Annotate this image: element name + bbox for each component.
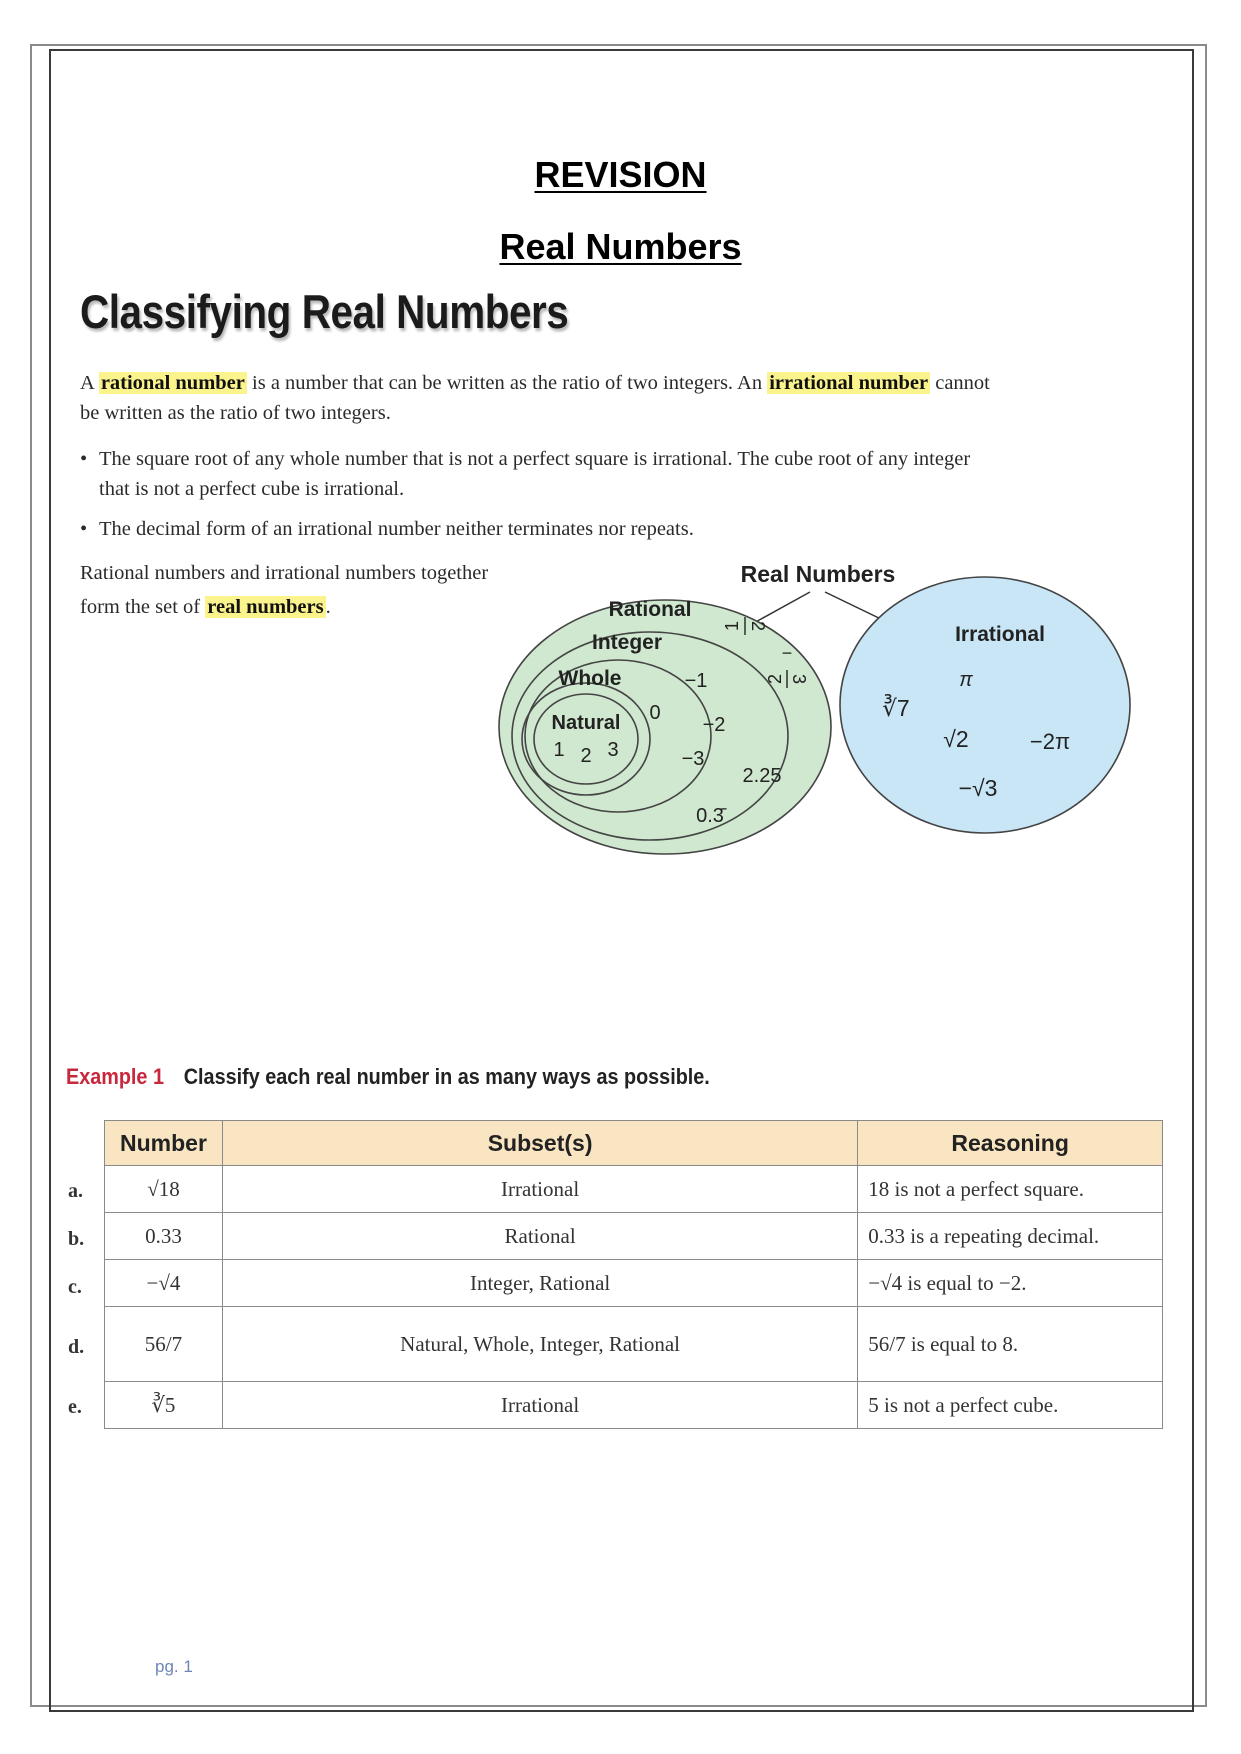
table-row xyxy=(105,1166,1163,1213)
page-heading: REVISION xyxy=(534,154,707,195)
rational-value: 2.25 xyxy=(742,765,782,787)
subsets-cell: Irrational xyxy=(222,1166,857,1213)
subsets-cell: Irrational xyxy=(222,1382,857,1429)
svg-text:−: − xyxy=(781,643,793,663)
page-number: pg. 1 xyxy=(155,1657,193,1676)
irrational-number-term: irrational number xyxy=(769,372,929,394)
reasoning-cell: 18 is not a perfect square. xyxy=(858,1166,1163,1213)
svg-text:2: 2 xyxy=(748,620,768,632)
reasoning-cell: 0.33 is a repeating decimal. xyxy=(858,1213,1163,1260)
irrational-value: ∛7 xyxy=(882,695,910,721)
bullet-item: • The decimal form of an irrational number neither terminates nor repeats. xyxy=(80,518,694,540)
table-header-row xyxy=(105,1121,1163,1166)
row-letter: e. xyxy=(68,1396,82,1418)
reasoning-cell: 56/7 is equal to 8. xyxy=(858,1307,1163,1382)
table-row xyxy=(105,1260,1163,1307)
number-cell: √18 xyxy=(105,1166,223,1213)
irrational-value: −2π xyxy=(1029,729,1071,754)
whole-label: Whole xyxy=(558,667,622,690)
number-cell: ∛5 xyxy=(105,1382,223,1429)
irrational-value: π xyxy=(959,669,973,691)
irrational-value: √2 xyxy=(943,726,969,752)
subsets-cell: Integer, Rational xyxy=(222,1260,857,1307)
integer-value: −1 xyxy=(684,670,708,692)
connector-line xyxy=(825,592,885,621)
row-letter: b. xyxy=(68,1228,85,1250)
integer-value: −2 xyxy=(702,714,726,736)
table-row xyxy=(105,1213,1163,1260)
table-row xyxy=(105,1307,1163,1382)
natural-label: Natural xyxy=(551,712,621,734)
example-instruction: Classify each real number in as many ways as possible. xyxy=(183,1064,710,1089)
natural-value: 3 xyxy=(607,739,619,761)
rational-value: 0.3̄ xyxy=(696,805,724,827)
bullet-item: • The square root of any whole number that is not a perfect square is irrational. The cube root of any integer that is not a perfect cube is irrational. xyxy=(80,448,971,500)
row-letter: c. xyxy=(68,1276,82,1298)
integer-label: Integer xyxy=(591,631,663,654)
column-header: Number xyxy=(105,1121,223,1166)
number-cell: 0.33 xyxy=(105,1213,223,1260)
number-cell: 56/7 xyxy=(105,1307,223,1382)
svg-text:3: 3 xyxy=(789,673,809,685)
irrational-value: −√3 xyxy=(958,775,998,801)
row-letter: a. xyxy=(68,1180,83,1202)
rational-set xyxy=(499,600,831,854)
rational-label: Rational xyxy=(608,598,692,621)
svg-text:1: 1 xyxy=(722,620,742,632)
subsets-cell: Natural, Whole, Integer, Rational xyxy=(222,1307,857,1382)
table-row xyxy=(105,1382,1163,1429)
whole-value: 0 xyxy=(649,702,661,724)
reasoning-cell: 5 is not a perfect cube. xyxy=(858,1382,1163,1429)
column-header: Reasoning xyxy=(858,1121,1163,1166)
real-numbers-term: real numbers xyxy=(207,596,324,618)
page-subheading: Real Numbers xyxy=(499,226,742,267)
natural-value: 1 xyxy=(553,739,565,761)
diagram-title: Real Numbers xyxy=(740,561,896,587)
example-heading xyxy=(66,1064,710,1090)
reasoning-cell: −√4 is equal to −2. xyxy=(858,1260,1163,1307)
integer-value: −3 xyxy=(681,748,705,770)
rational-number-term: rational number xyxy=(100,372,245,394)
natural-value: 2 xyxy=(580,745,592,767)
column-header: Subset(s) xyxy=(222,1121,857,1166)
real-numbers-venn-diagram xyxy=(480,556,1165,858)
section-title: Classifying Real Numbers xyxy=(80,285,569,338)
real-numbers-paragraph: Rational numbers and irrational numbers together form the set of real numbers. xyxy=(80,562,489,618)
irrational-label: Irrational xyxy=(955,623,1045,646)
svg-text:2: 2 xyxy=(765,673,785,685)
row-letter: d. xyxy=(68,1336,85,1358)
classification-table xyxy=(104,1120,1163,1429)
number-cell: −√4 xyxy=(105,1260,223,1307)
definition-paragraph: A rational number is a number that can be written as the ratio of two integers. An irrational number cannot be written as the ratio of two integers. xyxy=(80,372,990,424)
example-label: Example 1 xyxy=(66,1064,164,1089)
subsets-cell: Rational xyxy=(222,1213,857,1260)
